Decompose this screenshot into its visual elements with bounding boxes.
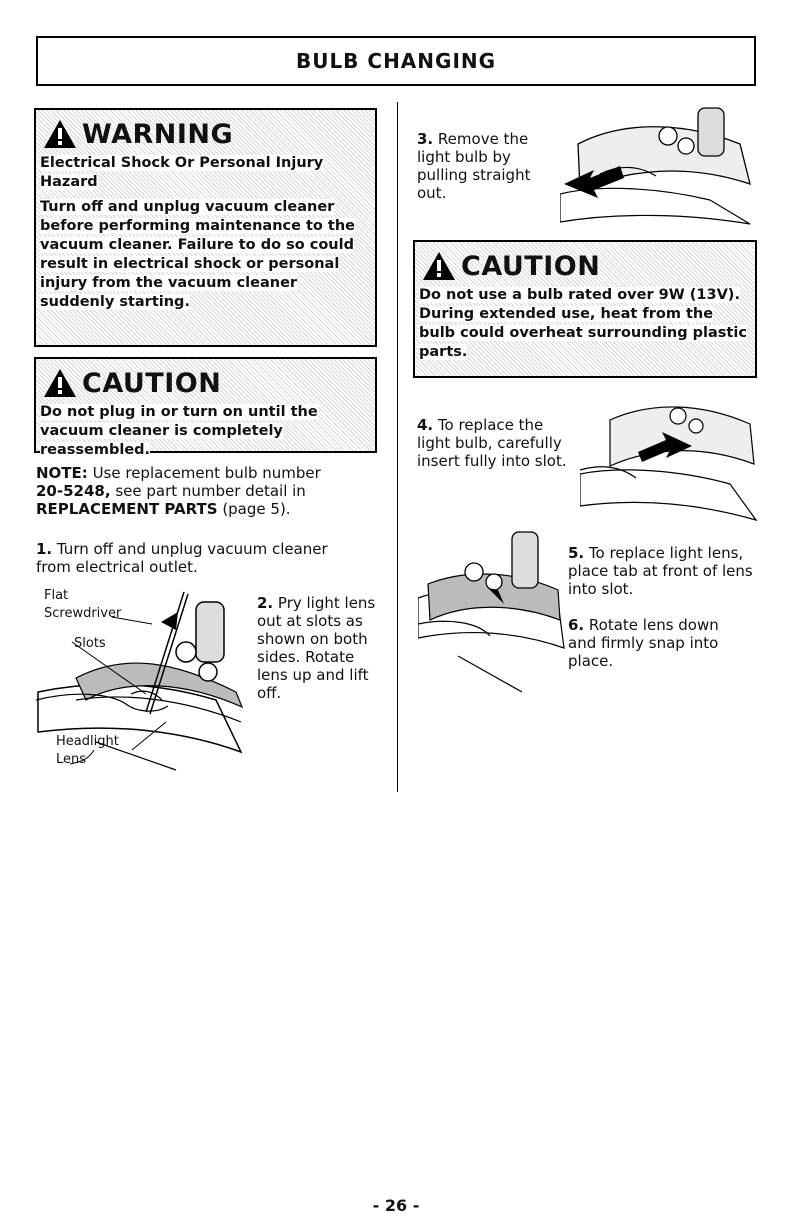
warning-triangle-icon	[42, 367, 78, 399]
caution-word: CAUTION	[82, 367, 222, 399]
warning-subtitle: Electrical Shock Or Personal Injury Hazard	[40, 155, 324, 190]
step-6	[568, 616, 748, 670]
caution-box-bulb-rating	[413, 240, 757, 378]
caution-body: Do not plug in or turn on until the vacuum cleaner is completely reassembled.	[40, 404, 318, 458]
warning-header	[42, 118, 375, 150]
lens-replacement-illustration	[418, 528, 568, 696]
caution-word: CAUTION	[461, 250, 601, 282]
bulb-insertion-illustration	[580, 394, 760, 526]
step-4	[417, 416, 577, 470]
step-number: 5.	[568, 544, 585, 562]
label-flat: Flat	[44, 588, 69, 603]
step-text: To replace light lens, place tab at front of lens into slot.	[568, 544, 753, 598]
caution-header	[42, 367, 375, 399]
note-text-1: Use replacement bulb number	[92, 464, 321, 482]
step-text: Turn off and unplug vacuum cleaner from electrical outlet.	[36, 540, 328, 576]
note-label: NOTE:	[36, 464, 88, 482]
warning-box	[34, 108, 377, 347]
bulb-removal-illustration	[560, 104, 760, 230]
caution-header	[421, 250, 755, 282]
warning-triangle-icon	[421, 250, 457, 282]
column-divider	[397, 102, 398, 792]
warning-triangle-icon	[42, 118, 78, 150]
step-text: To replace the light bulb, carefully insert fully into slot.	[417, 416, 567, 470]
note-reference: REPLACEMENT PARTS	[36, 500, 218, 518]
step-3	[417, 130, 547, 202]
step-1	[36, 540, 366, 576]
label-lens: Lens	[56, 752, 87, 767]
step-text: Pry light lens out at slots as shown on both sides. Rotate lens up and lift off.	[257, 594, 376, 702]
step-text: Rotate lens down and firmly snap into place.	[568, 616, 719, 670]
warning-word: WARNING	[82, 118, 234, 150]
caution-body: Do not use a bulb rated over 9W (13V). During extended use, heat from the bulb could overheat surrounding plastic parts.	[419, 287, 747, 360]
note-text	[36, 464, 366, 518]
step-text: Remove the light bulb by pulling straight out.	[417, 130, 531, 202]
label-slots: Slots	[74, 636, 106, 651]
step-number: 2.	[257, 594, 274, 612]
section-title-box	[36, 36, 756, 86]
caution-box-reassembly	[34, 357, 377, 458]
section-title: BULB CHANGING	[295, 49, 497, 73]
step-number: 6.	[568, 616, 585, 634]
note-part-number: 20-5248,	[36, 482, 111, 500]
step-2	[257, 594, 377, 702]
warning-body: Turn off and unplug vacuum cleaner before performing maintenance to the vacuum cleaner. Failure to do so could result in electrical shock or personal injury from the vacuum cleaner suddenly starting.	[40, 199, 356, 310]
step-number: 1.	[36, 540, 53, 558]
step-number: 4.	[417, 416, 434, 434]
note-text-2: see part number detail in	[115, 482, 306, 500]
label-headlight: Headlight	[56, 734, 119, 749]
step-5	[568, 544, 758, 598]
step-number: 3.	[417, 130, 434, 148]
label-screwdriver: Screwdriver	[44, 606, 122, 621]
note-page: (page 5).	[222, 500, 291, 518]
page-number: - 26 -	[372, 1196, 420, 1215]
